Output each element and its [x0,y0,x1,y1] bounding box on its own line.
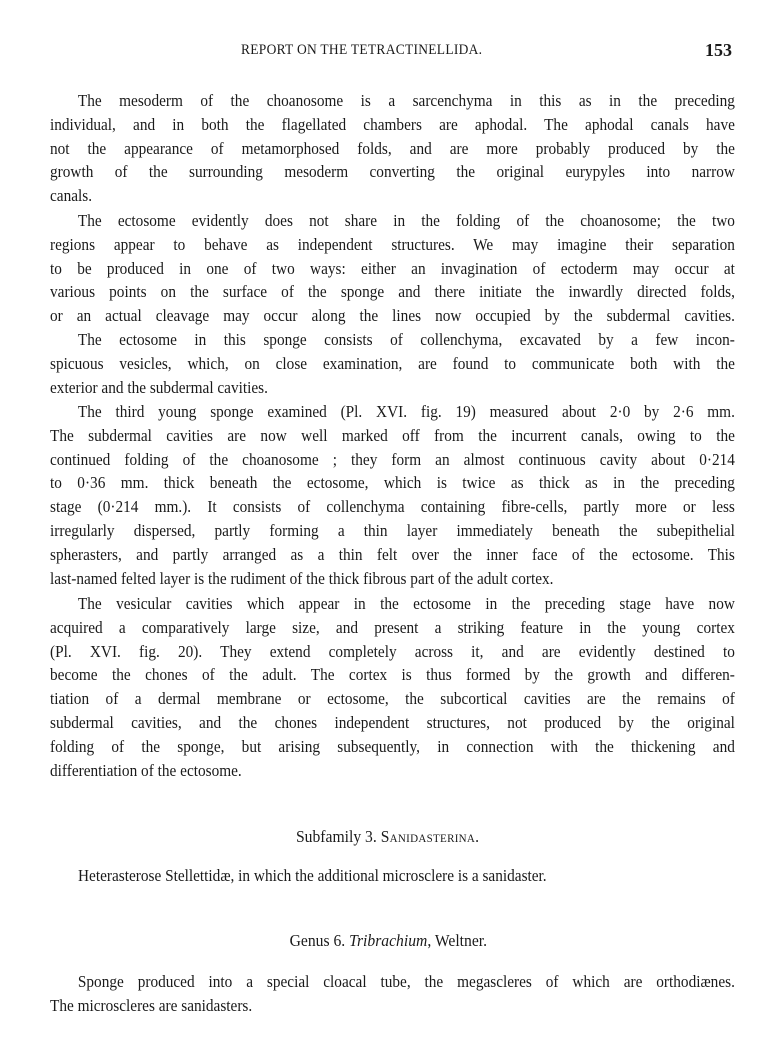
text-line: growth of the surrounding mesoderm converting the original eurypyles into narrow [50,162,735,182]
text-line: The vesicular cavities which appear in the ectosome in the preceding stage have now [77,594,735,613]
text-line: individual, and in both the flagellated chambers are aphodal. The aphodal canals have [50,114,735,134]
text-line: or an actual cleavage may occur along the lines now occupied by the subdermal cavities. [50,306,735,326]
text-line: The ectosome evidently does not share in the folding of the choanosome; the two [77,211,735,230]
text-line: to be produced in one of two ways: either an invagination of ectoderm may occur at [50,258,735,278]
text-line: The ectosome in this sponge consists of collenchyma, excavated by a few incon- [77,330,735,349]
text-line: The subdermal cavities are now well marked off from the incurrent canals, owing to the [50,425,735,445]
subfamily-heading [0,827,776,847]
page-number: 153 [705,40,732,60]
paragraph-ectosome-folding [50,209,735,328]
text-line: subdermal cavities, and the chones independent structures, not produced by the original [50,712,735,732]
text-line: differentiation of the ectosome. [50,760,242,780]
text-line: The mesoderm of the choanosome is a sarcenchyma in this as in the preceding [77,91,735,110]
text-line: stage (0·214 mm.). It consists of collenchyma containing fibre-cells, partly more or less [50,497,735,517]
paragraph-mesoderm [50,89,735,208]
genus-description [50,970,735,1018]
text-line: canals. [50,186,93,206]
genus-prefix: Genus 6. [289,931,345,950]
text-line: irregularly dispersed, partly forming a thin layer immediately beneath the subepithelial [50,520,735,540]
text-line: regions appear to behave as independent structures. We may imagine their separation [50,234,735,254]
text-line: last-named felted layer is the rudiment of the thick fibrous part of the adult cortex. [50,568,554,588]
text-line: acquired a comparatively large size, and present a striking feature in the young cortex [50,617,735,637]
subfamily-name: Sanidasterina. [381,827,480,846]
text-line: continued folding of the choanosome ; they form an almost continuous cavity about 0·214 [50,449,735,469]
genus-heading [0,931,776,951]
text-line: spicuous vesicles, which, on close examination, are found to communicate both with the [50,353,735,373]
running-title: REPORT ON THE TETRACTINELLIDA. [241,42,483,58]
text-line: various points on the surface of the sponge and there initiate the inwardly directed folds, [50,282,735,302]
text-line: tiation of a dermal membrane or ectosome, the subcortical cavities are the remains of [50,689,735,709]
paragraph-ectosome-collenchyma [50,328,735,399]
text-line: (Pl. XVI. fig. 20). They extend completely across it, and are evidently destined to [50,641,735,661]
paragraph-third-sponge [50,400,735,590]
text-line: The third young sponge examined (Pl. XVI. fig. 19) measured about 2·0 by 2·6 mm. [77,402,735,421]
text-line: The microscleres are sanidasters. [50,995,253,1015]
text-line: not the appearance of metamorphosed folds, and are more probably produced by the [50,138,735,158]
text-line: Sponge produced into a special cloacal tube, the megascleres of which are orthodiænes. [77,972,735,991]
running-header [0,42,776,66]
genus-author: , Weltner. [427,931,487,950]
text-line: become the chones of the adult. The cortex is thus formed by the growth and differen- [50,665,735,685]
text-line: folding of the sponge, but arising subsequently, in connection with the thickening and [50,736,735,756]
genus-name: Tribrachium [348,931,428,950]
text-line: spherasters, and partly arranged as a thin felt over the inner face of the ectosome. This [50,544,735,564]
subfamily-description: Heterasterose Stellettidæ, in which the additional microsclere is a sanidaster. [78,866,547,885]
paragraph-vesicular-cavities [50,592,735,782]
subfamily-prefix: Subfamily 3. [296,827,378,846]
text-line: exterior and the subdermal cavities. [50,377,268,397]
text-line: to 0·36 mm. thick beneath the ectosome, which is twice as thick as in the preceding [50,473,735,493]
